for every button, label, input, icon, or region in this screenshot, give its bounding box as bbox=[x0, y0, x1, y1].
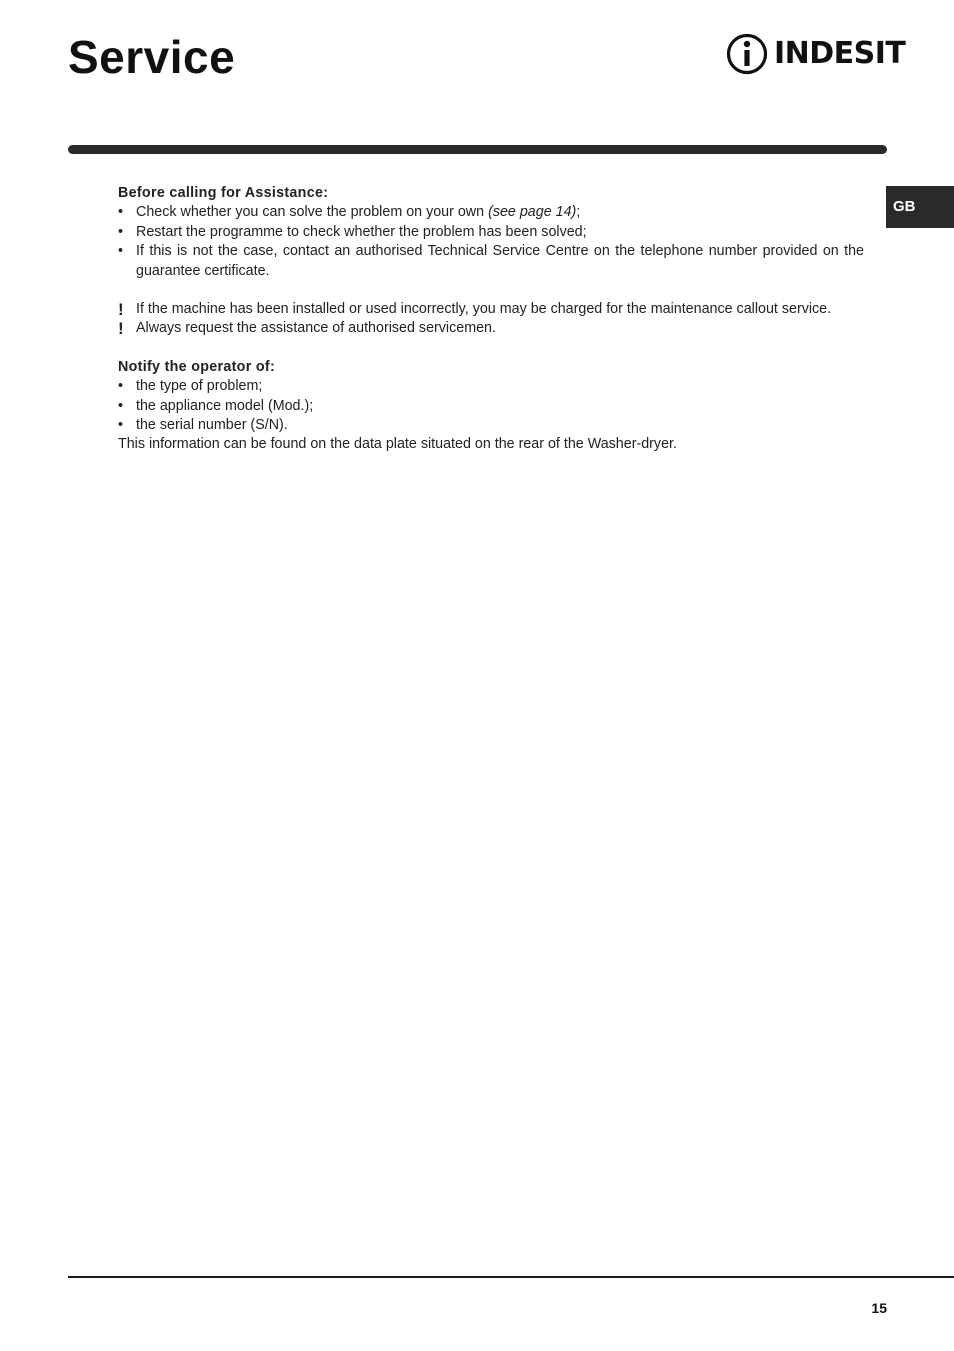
list-item bbox=[118, 223, 864, 242]
list-item-text: the appliance model (Mod.); bbox=[136, 397, 314, 414]
warning-text: Always request the assistance of authorised servicemen. bbox=[136, 320, 496, 337]
notify-list bbox=[118, 377, 864, 435]
warning-icon: ! bbox=[118, 300, 124, 320]
before-calling-heading: Before calling for Assistance: bbox=[118, 185, 329, 201]
warning-icon: ! bbox=[118, 319, 124, 339]
service-content bbox=[118, 184, 864, 455]
bullet-marker: • bbox=[118, 378, 124, 395]
page-title: Service bbox=[68, 31, 236, 83]
list-item bbox=[118, 242, 864, 281]
indesit-i-icon bbox=[726, 33, 768, 75]
list-item-text: the serial number (S/N). bbox=[136, 417, 288, 434]
list-item bbox=[118, 416, 864, 435]
bullet-marker: • bbox=[118, 223, 124, 240]
bullet-marker: • bbox=[118, 243, 124, 260]
bullet-marker: • bbox=[118, 417, 124, 434]
brand-logo bbox=[726, 33, 905, 75]
before-calling-list bbox=[118, 203, 864, 281]
notify-heading: Notify the operator of: bbox=[118, 358, 276, 375]
title-divider bbox=[68, 145, 887, 154]
language-tab: GB bbox=[886, 186, 954, 228]
warning-list bbox=[118, 300, 864, 339]
footer-divider bbox=[68, 1276, 954, 1278]
list-item-text: the type of problem; bbox=[136, 378, 263, 395]
list-item-text: If this is not the case, contact an authorised Technical Service Centre on the telephone number provided on the guarantee certificate. bbox=[136, 243, 864, 279]
warning-item bbox=[118, 300, 864, 319]
list-item-tail: ; bbox=[576, 204, 581, 221]
warning-text: If the machine has been installed or used incorrectly, you may be charged for the maintenance callout service. bbox=[136, 301, 832, 318]
list-item bbox=[118, 377, 864, 396]
list-item-text: Check whether you can solve the problem on your own bbox=[136, 204, 489, 221]
list-item bbox=[118, 397, 864, 416]
bullet-marker: • bbox=[118, 204, 124, 221]
list-item bbox=[118, 203, 864, 222]
bullet-marker: • bbox=[118, 397, 124, 414]
data-plate-note: This information can be found on the data plate situated on the rear of the Washer-dryer. bbox=[118, 436, 677, 453]
brand-wordmark: INDESIT bbox=[774, 36, 906, 71]
warning-item bbox=[118, 319, 864, 338]
list-item-text: Restart the programme to check whether the problem has been solved; bbox=[136, 223, 587, 240]
page-number: 15 bbox=[871, 1300, 887, 1316]
page-reference: (see page 14) bbox=[488, 204, 577, 221]
